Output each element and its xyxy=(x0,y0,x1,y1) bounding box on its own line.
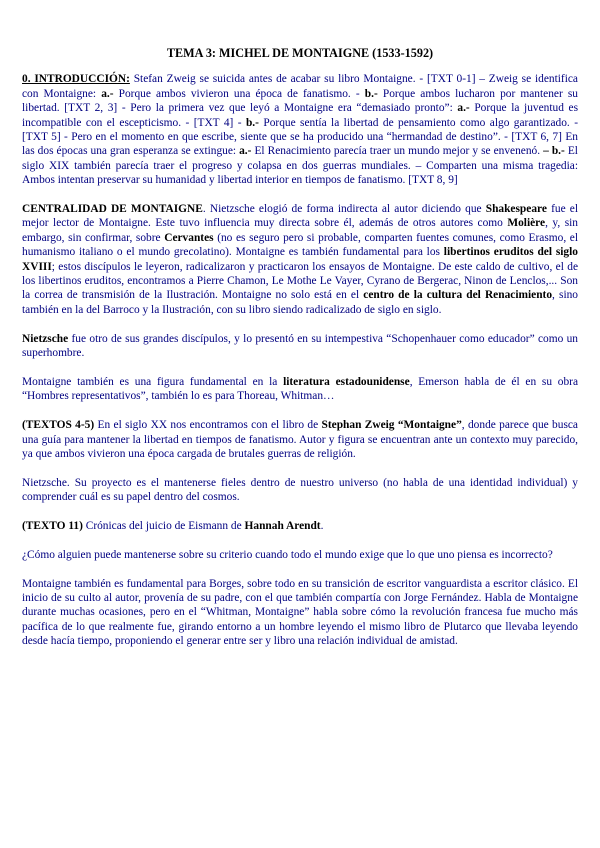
list-marker: b.- xyxy=(245,116,259,129)
body-text: . xyxy=(320,519,324,532)
text-reference: (TEXTOS 4-5) xyxy=(22,419,95,432)
body-text: fue otro de sus grandes discípulos, y lo presentó en su intempestiva “Schopenhauer como educador” como un superhombre. xyxy=(22,332,578,360)
body-text: . Nietzsche elogió de forma indirecta al autor diciendo que xyxy=(202,203,486,216)
texto11-paragraph xyxy=(22,519,578,533)
section-heading: CENTRALIDAD DE MONTAIGNE xyxy=(22,203,203,216)
body-text: , y, sin embargo, sin confirmar, sobre xyxy=(22,217,578,244)
text-reference: (TEXTO 11) xyxy=(22,519,83,532)
body-text: , Emerson habla de él en su obra “Hombres representativos”, también lo es para Thoreau, Whitman… xyxy=(22,375,579,403)
author-name: Shakespeare xyxy=(485,203,547,216)
body-text: , sino también en la del Barroco y la Ilustración, con su libro siendo radicalizado de siglo en siglo. xyxy=(22,289,579,316)
body-text: Crónicas del juicio de Eismann de xyxy=(82,519,245,532)
page-title: TEMA 3: MICHEL DE MONTAIGNE (1533-1592) xyxy=(166,46,434,60)
nietzsche2-paragraph: Nietzsche. Su proyecto es el mantenerse fieles dentro de nuestro universo (no habla de una identidad individual) y comprender cuál es su papel dentro del cosmos. xyxy=(22,476,578,504)
intro-text: El siglo XIX también parecía traer el progreso y colapsa en dos guerras mundiales. – Comparten una misma tragedia: Ambos intentan preservar su humanidad y libertad interior en tiempos de fanatismo. [TXT 8, 9] xyxy=(22,145,578,187)
borges-paragraph: Montaigne también es fundamental para Borges, sobre todo en su transición de escritor vanguardista a escritor clásico. El inicio de su culto al autor, provenía de su padre, con el que también compartía con Jorge Fernández. Habla de Montaigne durante muchas ocasiones, pero en el “Whitman, Montaigne” habla sobre cómo la revolución francesa fue mucho más pacífica de lo que realmente fue, girando entorno a un hombre leyendo el mismo libro de Plutarco que llevaba leyendo desde hacía tiempo, proponiendo el generar entre ser y libro una relación individual de amistad. xyxy=(22,577,578,648)
bold-term: libertinos eruditos del siglo XVIII xyxy=(22,246,578,273)
centralidad-paragraph xyxy=(22,202,578,317)
intro-heading: 0. INTRODUCCIÓN: xyxy=(22,73,130,86)
body-text: Montaigne también es una figura fundamental en la xyxy=(22,375,284,388)
body-text: ; estos discípulos le leyeron, radicalizaron y practicaron los ensayos de Montaigne. De este caldo de cultivo, el de los libertinos eruditos, encontramos a Pierre Chamon, Le Mothe Le Vayer, Cyrano de Bergerac, Ninon de Lenclos,... Son la correa de transmisión de la Ilustración. Montaigne no solo está en el xyxy=(22,260,578,302)
intro-text: Porque la juventud es incompatible con el escepticismo. - [TXT 4] - xyxy=(22,102,578,129)
intro-text: El Renacimiento parecía traer un mundo mejor y se envenenó. xyxy=(251,145,544,158)
question-paragraph: ¿Cómo alguien puede mantenerse sobre su criterio cuando todo el mundo exige que lo que uno piensa es incorrecto? xyxy=(22,548,553,561)
author-name: Molière xyxy=(507,217,546,230)
author-name: Cervantes xyxy=(164,231,214,244)
body-text: , donde parece que busca una guía para mantener la libertad en tiempos de fanatismo. Autor y figura se encuentran ante un contexto muy parecido, ya que ambos vivieron una época cargada de brutales guerras de religión. xyxy=(22,419,578,460)
body-text: En el siglo XX nos encontramos con el libro de xyxy=(94,419,322,432)
body-text: fue el mejor lector de Montaigne. Este tuvo influencia muy directa sobre él, además de otros autores como xyxy=(22,203,578,230)
intro-text: Porque ambos lucharon por mantener su libertad. [TXT 2, 3] - Pero la primera vez que leyó a Montaigne era “demasiado pronto”: xyxy=(22,87,578,115)
author-name: Nietzsche xyxy=(22,332,69,345)
nietzsche-paragraph xyxy=(22,332,578,361)
list-marker: – b.- xyxy=(543,145,565,158)
list-marker: a.- xyxy=(457,102,470,115)
intro-text: Porque ambos vivieron una época de fanatismo. - xyxy=(113,87,365,100)
list-marker: a.- xyxy=(101,87,114,100)
textos45-paragraph xyxy=(22,418,578,461)
bold-term: literatura estadounidense xyxy=(283,375,410,388)
list-marker: a.- xyxy=(239,145,252,158)
body-text: (no es seguro pero si probable, comparten fuentes comunes, como Erasmo, el humanismo italiano o el mundo grecolatino). Montaigne es también fundamental para los xyxy=(22,231,578,259)
literatura-paragraph xyxy=(22,375,578,404)
list-marker: b.- xyxy=(364,87,378,100)
intro-text: Porque sentía la libertad de pensamiento como algo garantizado. - [TXT 5] - Pero en el momento en que escribe, siente que se ha producido una “hermandad de destino”. - [TXT 6, 7] En las dos épocas una gran esperanza se extingue: xyxy=(22,116,578,158)
book-title: Stephan Zweig “Montaigne” xyxy=(321,419,462,432)
document-page xyxy=(22,46,578,663)
intro-text: Stefan Zweig se suicida antes de acabar su libro Montaigne. - [TXT 0-1] – Zweig se identifica con Montaigne: xyxy=(22,73,578,100)
bold-term: centro de la cultura del Renacimiento xyxy=(363,289,553,302)
author-name: Hannah Arendt xyxy=(244,519,321,532)
intro-paragraph xyxy=(22,72,578,187)
